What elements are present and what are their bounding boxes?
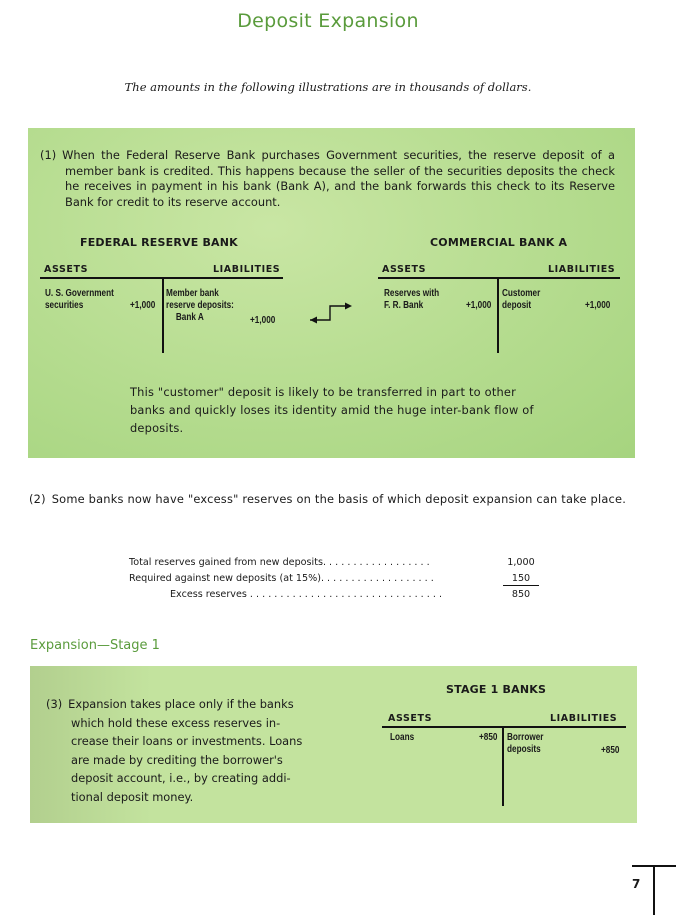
section-1-text xyxy=(40,148,615,210)
frb-liabilities-header: LIABILITIES xyxy=(213,264,281,275)
frb-asset-value: +1,000 xyxy=(130,300,156,311)
bank-a-t-vertical xyxy=(497,277,499,353)
stage-1-text: (3) Expansion takes place only if the banks which hold these excess reserves in- crease their loans or investments. Loans are made by crediting the borrower's deposit account, i.e., by creating addi- tional deposit money. xyxy=(46,697,303,804)
frb-t-vertical xyxy=(162,277,164,353)
bank-a-assets-header: ASSETS xyxy=(382,264,427,275)
stage-1-liabilities-header: LIABILITIES xyxy=(550,713,618,724)
stage-1-liability-item: Borrower deposits xyxy=(507,732,544,755)
bank-a-liability-value: +1,000 xyxy=(585,300,611,311)
stage-1-panel xyxy=(30,666,637,823)
section-2-body: Some banks now have "excess" reserves on the basis of which deposit expansion can take place. xyxy=(51,492,627,506)
section-1-panel xyxy=(28,128,635,458)
page-corner-rule xyxy=(653,865,655,915)
reserves-table xyxy=(129,557,539,605)
reserves-row: Excess reserves . . . . . . . . . . . . . . . . . . . . . . . . . . . . . . . . 850 xyxy=(170,589,531,600)
frb-assets-header: ASSETS xyxy=(44,264,89,275)
stage-1-t-vertical xyxy=(502,726,504,806)
bank-a-asset-item: Reserves with F. R. Bank xyxy=(384,288,440,311)
page-subtitle: The amounts in the following illustrations are in thousands of dollars. xyxy=(124,80,532,94)
frb-asset-item: U. S. Government securities xyxy=(45,288,114,311)
customer-deposit-note: This "customer" deposit is likely to be transferred in part to other banks and quickly loses its identity amid the huge inter-bank flow of deposits. xyxy=(130,385,534,435)
stage-1-asset-value: +850 xyxy=(479,732,498,743)
reserves-row: Total reserves gained from new deposits. . . . . . . . . . . . . . . . . . 1,000 xyxy=(129,557,535,568)
transfer-arrow-icon xyxy=(308,300,354,326)
stage-1-asset-item: Loans xyxy=(390,732,415,743)
frb-title: FEDERAL RESERVE BANK xyxy=(80,236,238,249)
stage-1-assets-header: ASSETS xyxy=(388,713,433,724)
section-2-text xyxy=(29,489,633,509)
bank-a-asset-value: +1,000 xyxy=(466,300,492,311)
section-1-number: (1) xyxy=(40,148,57,162)
stage-1-banks-title: STAGE 1 BANKS xyxy=(446,683,547,696)
bank-a-liability-item: Customer deposit xyxy=(502,288,541,311)
reserves-row: Required against new deposits (at 15%). . . . . . . . . . . . . . . . . . . 150 xyxy=(129,573,539,589)
bank-a-liabilities-header: LIABILITIES xyxy=(548,264,616,275)
stage-1-liability-value: +850 xyxy=(601,745,620,756)
bank-a-t-horizontal xyxy=(378,277,620,279)
stage-1-number: (3) xyxy=(46,697,63,711)
frb-liability-value: +1,000 xyxy=(250,315,276,326)
section-1-body: When the Federal Reserve Bank purchases Government securities, the reserve deposit of a member bank is credited. This happens because the seller of the securities deposits the check he receives in payment in his bank (Bank A), and the bank forwards this check to its Reserve Bank for credit to its reserve account. xyxy=(62,148,615,209)
page-title: Deposit Expansion xyxy=(237,10,419,32)
bank-a-title: COMMERCIAL BANK A xyxy=(430,236,568,249)
stage-1-heading: Expansion—Stage 1 xyxy=(30,638,160,653)
section-2-number: (2) xyxy=(29,492,46,506)
frb-liability-item: Member bank reserve deposits: Bank A xyxy=(166,288,234,323)
stage-1-t-horizontal xyxy=(382,726,626,728)
page-number: 7 xyxy=(632,877,641,891)
